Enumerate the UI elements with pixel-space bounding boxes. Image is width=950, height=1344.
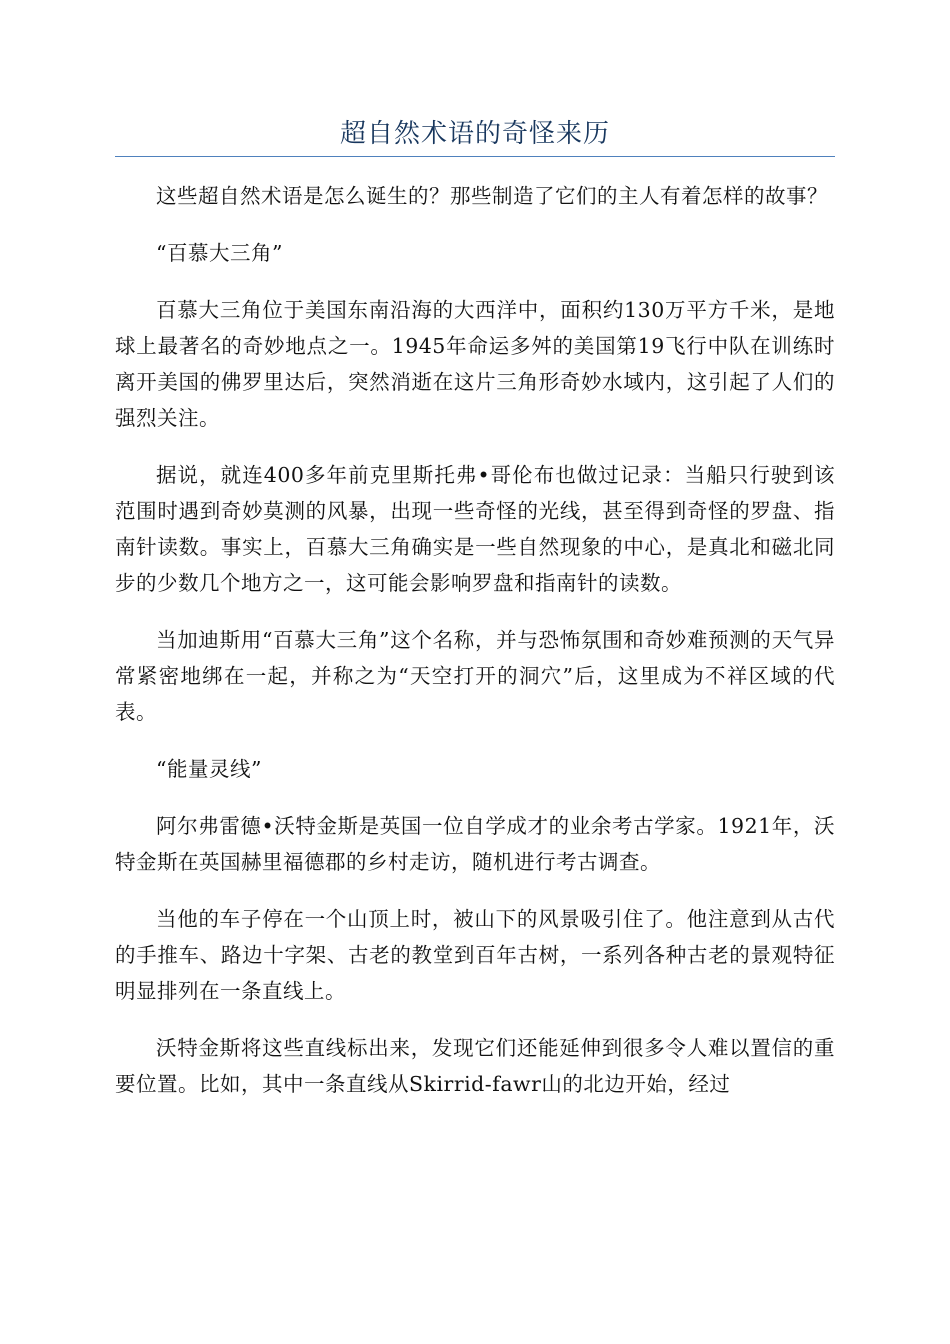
paragraph: 据说，就连400多年前克里斯托弗•哥伦布也做过记录：当船只行驶到该范围时遇到奇妙莫测的风暴，出现一些奇怪的光线，甚至得到奇怪的罗盘、指南针读数。事实上，百慕大三角确实是一些自然现象的中心，是真北和磁北同步的少数几个地方之一，这可能会影响罗盘和指南针的读数。 [115, 463, 835, 595]
title-block [115, 112, 835, 157]
paragraph: 当加迪斯用“百慕大三角”这个名称，并与恐怖氛围和奇妙难预测的天气异常紧密地绑在一起，并称之为“天空打开的洞穴”后，这里成为不祥区域的代表。 [115, 628, 835, 724]
paragraph: 沃特金斯将这些直线标出来，发现它们还能延伸到很多令人难以置信的重要位置。比如，其中一条直线从Skirrid-fawr山的北边开始，经过 [115, 1036, 835, 1096]
section-heading-bermuda: “百慕大三角” [156, 241, 283, 265]
section-heading-ley-lines: “能量灵线” [156, 757, 262, 781]
paragraph: 当他的车子停在一个山顶上时，被山下的风景吸引住了。他注意到从古代的手推车、路边十字架、古老的教堂到百年古树，一系列各种古老的景观特征明显排列在一条直线上。 [115, 907, 835, 1003]
document-body [115, 178, 835, 1123]
paragraph: 阿尔弗雷德•沃特金斯是英国一位自学成才的业余考古学家。1921年，沃特金斯在英国赫里福德郡的乡村走访，随机进行考古调查。 [115, 814, 835, 874]
paragraph-intro: 这些超自然术语是怎么诞生的？那些制造了它们的主人有着怎样的故事？ [156, 184, 828, 208]
document-title: 超自然术语的奇怪来历 [339, 119, 610, 149]
paragraph: 百慕大三角位于美国东南沿海的大西洋中，面积约130万平方千米，是地球上最著名的奇妙地点之一。1945年命运多舛的美国第19飞行中队在训练时离开美国的佛罗里达后，突然消逝在这片三角形奇妙水域内，这引起了人们的强烈关注。 [115, 298, 835, 430]
